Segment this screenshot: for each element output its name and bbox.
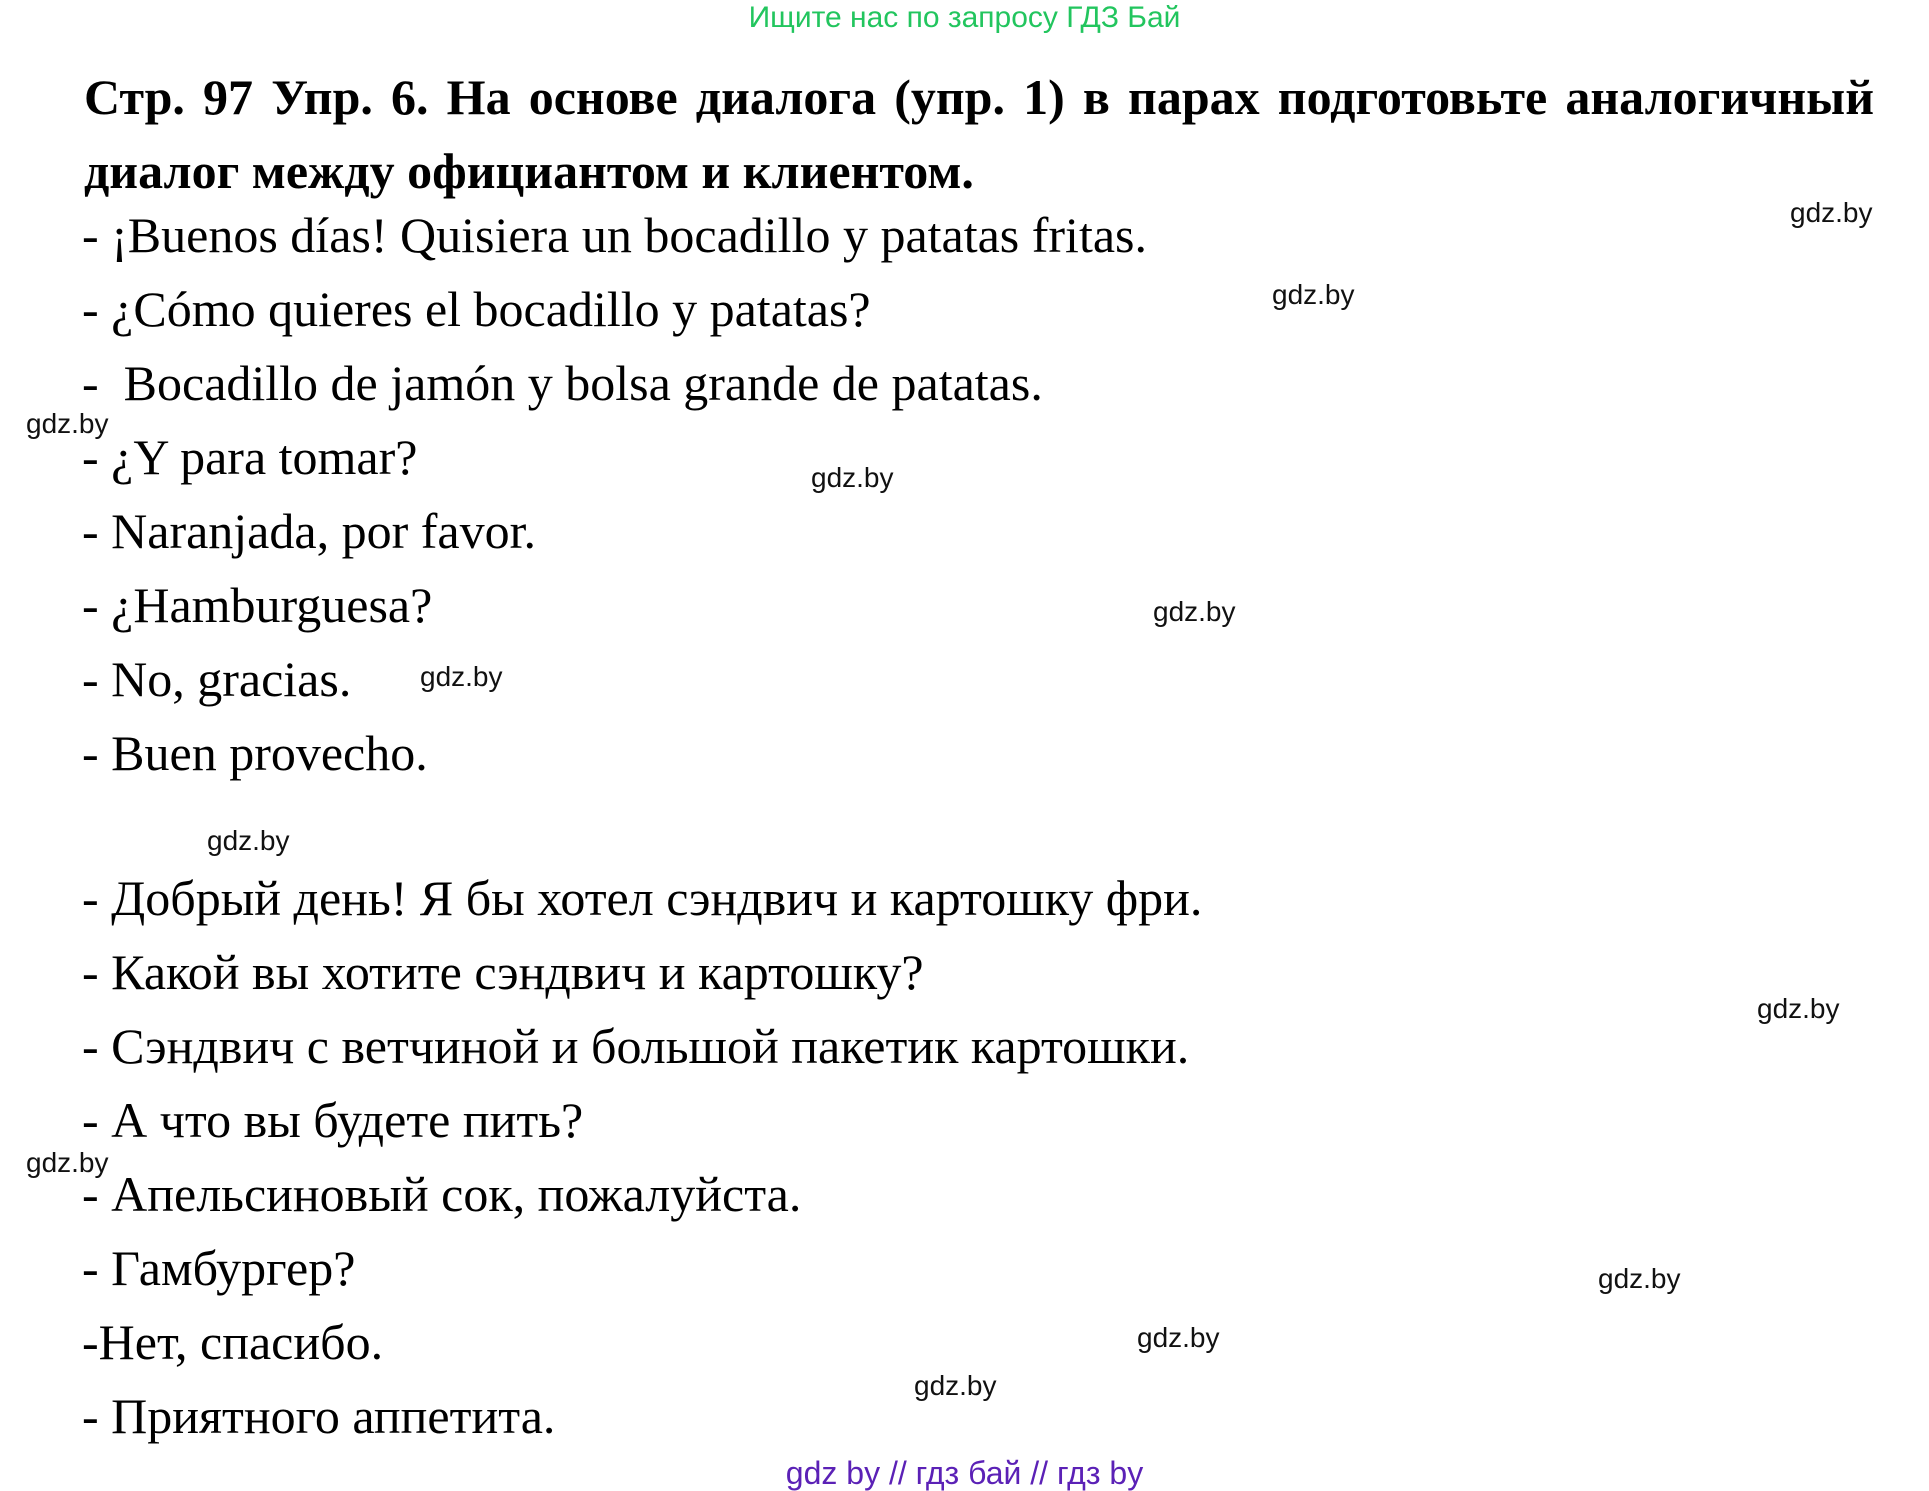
dialog-line: - Гамбургер? (82, 1240, 356, 1296)
dialog-line: - No, gracias. (82, 651, 352, 707)
footer-links[interactable]: gdz by // гдз бай // гдз by (785, 1455, 1144, 1491)
watermark: gdz.by (1598, 1263, 1681, 1294)
watermark: gdz.by (26, 1147, 109, 1178)
watermark: gdz.by (811, 462, 894, 493)
watermark: gdz.by (420, 661, 503, 692)
dialog-line: - Приятного аппетита. (82, 1388, 556, 1444)
dialog-line: - ¿Hamburguesa? (82, 577, 433, 633)
dialog-line: -Нет, спасибо. (82, 1314, 384, 1370)
watermark: gdz.by (26, 408, 109, 439)
watermark: gdz.by (207, 825, 290, 856)
search-hint-link[interactable]: Ищите нас по запросу ГДЗ Бай (748, 1, 1181, 34)
dialog-line: - Апельсиновый сок, пожалуйста. (82, 1166, 802, 1222)
dialog-line: - Naranjada, por favor. (82, 503, 536, 559)
watermark: gdz.by (1272, 279, 1355, 310)
exercise-title: Стр. 97 Упр. 6. На основе диалога (упр. 1) в парах подготовьте аналогичный диалог между официантом и клиентом. (84, 69, 1874, 199)
watermark: gdz.by (1757, 993, 1840, 1024)
watermark: gdz.by (1153, 596, 1236, 627)
dialog-line: - Какой вы хотите сэндвич и картошку? (82, 944, 924, 1000)
dialog-line: - ¡Buenos días! Quisiera un bocadillo y patatas fritas. (82, 207, 1147, 263)
dialog-line: - ¿Y para tomar? (82, 429, 418, 485)
watermark: gdz.by (914, 1370, 997, 1401)
dialog-line: - Сэндвич с ветчиной и большой пакетик картошки. (82, 1018, 1190, 1074)
watermark: gdz.by (1790, 197, 1873, 228)
dialog-line: - Buen provecho. (82, 725, 428, 781)
dialog-line: - ¿Cómo quieres el bocadillo y patatas? (82, 281, 871, 337)
watermark: gdz.by (1137, 1322, 1220, 1353)
dialog-line: - Bocadillo de jamón y bolsa grande de patatas. (82, 355, 1043, 411)
dialog-line: - А что вы будете пить? (82, 1092, 584, 1148)
dialog-line: - Добрый день! Я бы хотел сэндвич и картошку фри. (82, 870, 1203, 926)
